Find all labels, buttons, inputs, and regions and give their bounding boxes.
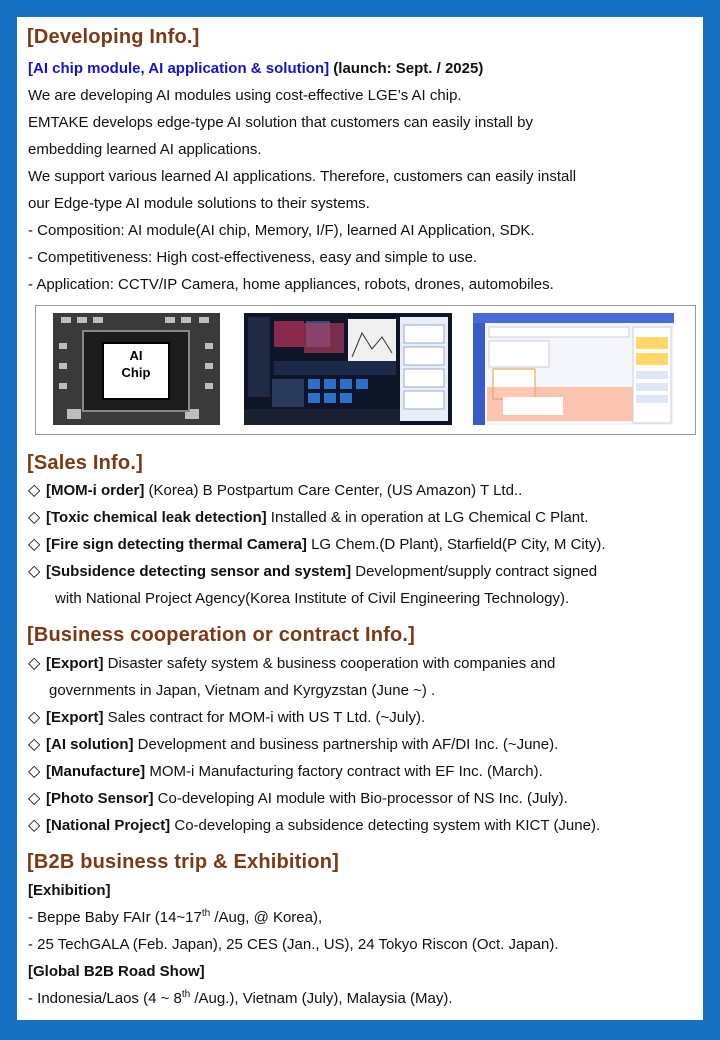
- chip-label-ai: AI: [129, 348, 143, 363]
- sales-item: ◇ [MOM-i order] (Korea) B Postpartum Care Center, (US Amazon) T Ltd..: [28, 482, 523, 499]
- diamond-bullet-icon: ◇: [28, 655, 41, 672]
- exhibition-item: - Beppe Baby FAIr (14~17th /Aug, @ Korea),: [28, 908, 323, 926]
- business-heading: [Business cooperation or contract Info.]: [27, 624, 416, 646]
- diamond-bullet-icon: ◇: [28, 563, 41, 580]
- diamond-bullet-icon: ◇: [28, 509, 41, 526]
- developing-line: We support various learned AI applications. Therefore, customers can easily install: [28, 168, 577, 185]
- business-item: ◇ [Export] Sales contract for MOM-i with US T Ltd. (~July).: [28, 709, 426, 726]
- competitiveness-line: - Competitiveness: High cost-effectiveness, easy and simple to use.: [28, 249, 478, 266]
- document-page: [17, 17, 703, 1020]
- business-item: ◇ [Export] Disaster safety system & business cooperation with companies and: [28, 655, 556, 672]
- diamond-bullet-icon: ◇: [28, 536, 41, 553]
- diamond-bullet-icon: ◇: [28, 482, 41, 499]
- business-item-continuation: governments in Japan, Vietnam and Kyrgyzstan (June ~) .: [49, 682, 436, 699]
- sales-item: ◇ [Subsidence detecting sensor and system] Development/supply contract signed: [28, 563, 598, 580]
- developing-line: EMTAKE develops edge-type AI solution that customers can easily install by: [28, 114, 533, 131]
- sales-heading: [Sales Info.]: [27, 452, 143, 474]
- exhibition-label: [Exhibition]: [28, 882, 111, 899]
- sales-item: ◇ [Fire sign detecting thermal Camera] LG Chem.(D Plant), Starfield(P City, M City).: [28, 536, 606, 553]
- diamond-bullet-icon: ◇: [28, 736, 41, 753]
- monitoring-dashboard-image: [244, 313, 452, 425]
- business-item: ◇ [National Project] Co-developing a subsidence detecting system with KICT (June).: [28, 817, 601, 834]
- business-item: ◇ [AI solution] Development and business partnership with AF/DI Inc. (~June).: [28, 736, 559, 753]
- sales-item-continuation: with National Project Agency(Korea Institute of Civil Engineering Technology).: [55, 590, 570, 607]
- composition-line: - Composition: AI module(AI chip, Memory, I/F), learned AI Application, SDK.: [28, 222, 535, 239]
- diamond-bullet-icon: ◇: [28, 790, 41, 807]
- roadshow-label: [Global B2B Road Show]: [28, 963, 205, 980]
- developing-heading: [Developing Info.]: [27, 26, 200, 48]
- chip-label-chip: Chip: [121, 365, 151, 380]
- roadshow-item: - Indonesia/Laos (4 ~ 8th /Aug.), Vietnam (July), Malaysia (May).: [28, 989, 453, 1007]
- product-image-strip: [35, 305, 696, 435]
- ai-chip-board-image: [53, 313, 220, 425]
- exhibition-item: - 25 TechGALA (Feb. Japan), 25 CES (Jan., US), 24 Tokyo Riscon (Oct. Japan).: [28, 936, 559, 953]
- product-title: [AI chip module, AI application & solution]: [28, 60, 330, 77]
- developing-subtitle: [28, 60, 483, 78]
- developing-line: embedding learned AI applications.: [28, 141, 262, 158]
- diamond-bullet-icon: ◇: [28, 763, 41, 780]
- launch-date: (launch: Sept. / 2025): [333, 60, 484, 77]
- b2b-heading: [B2B business trip & Exhibition]: [27, 851, 339, 873]
- diamond-bullet-icon: ◇: [28, 709, 41, 726]
- business-item: ◇ [Photo Sensor] Co-developing AI module with Bio-processor of NS Inc. (July).: [28, 790, 568, 807]
- developing-line: our Edge-type AI module solutions to their systems.: [28, 195, 370, 212]
- business-item: ◇ [Manufacture] MOM-i Manufacturing factory contract with EF Inc. (March).: [28, 763, 543, 780]
- sales-item: ◇ [Toxic chemical leak detection] Installed & in operation at LG Chemical C Plant.: [28, 509, 589, 526]
- application-line: - Application: CCTV/IP Camera, home appliances, robots, drones, automobiles.: [28, 276, 554, 293]
- diamond-bullet-icon: ◇: [28, 817, 41, 834]
- web-app-screenshot-image: [473, 313, 674, 425]
- developing-line: We are developing AI modules using cost-effective LGE’s AI chip.: [28, 87, 462, 104]
